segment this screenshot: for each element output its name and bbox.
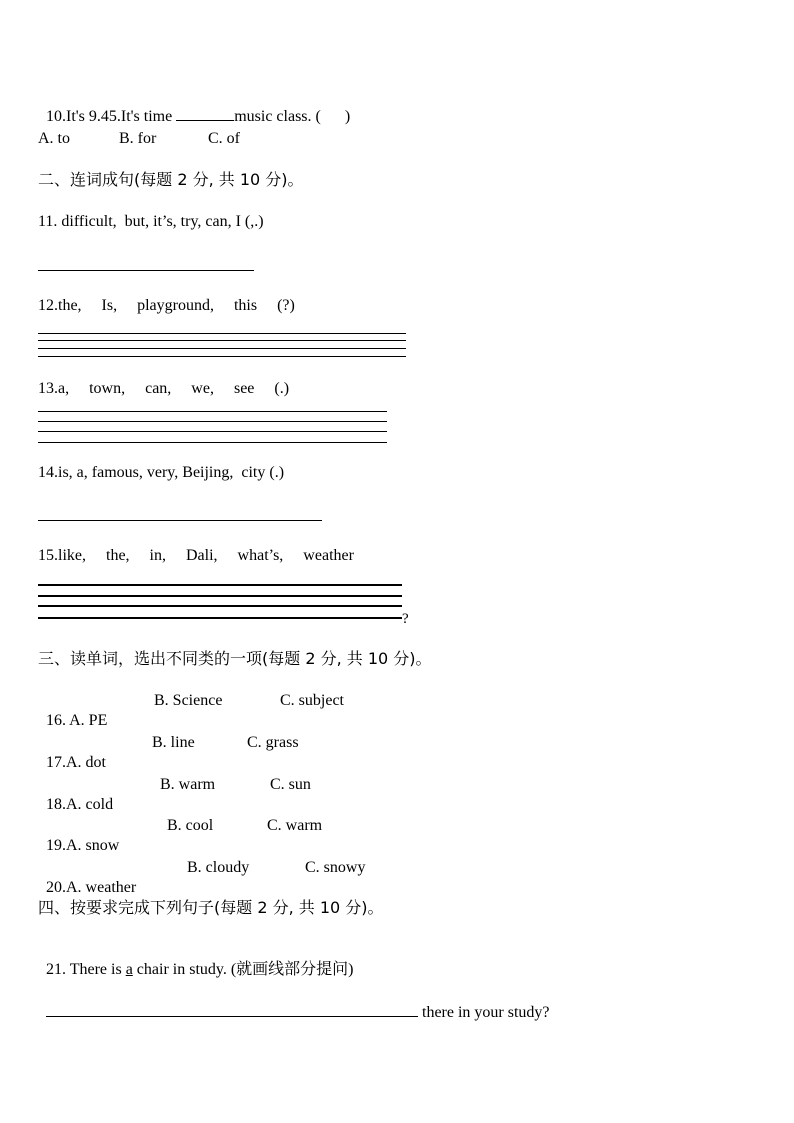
q10-stem-after: music class. ( ) — [234, 108, 351, 125]
q10-answer-blank[interactable] — [176, 120, 234, 121]
q20-option-b[interactable]: B. cloudy — [187, 859, 250, 876]
question-13: 13.a, town, can, we, see (.) — [38, 380, 290, 397]
q21-text-after: chair in study. (就画线部分提问) — [132, 961, 354, 978]
question-10 — [38, 87, 350, 127]
question-14: 14.is, a, famous, very, Beijing, city (.) — [38, 464, 285, 481]
q14-answer-line[interactable] — [38, 520, 322, 521]
q15-answer-line-1[interactable] — [38, 584, 402, 586]
q19-option-a[interactable]: A. snow — [66, 837, 120, 854]
q13-answer-line-1[interactable] — [38, 411, 387, 412]
q16-option-b[interactable]: B. Science — [154, 692, 223, 709]
question-15: 15.like, the, in, Dali, what’s, weather — [38, 547, 354, 564]
question-18 — [38, 775, 113, 815]
question-12: 12.the, Is, playground, this (?) — [38, 297, 295, 314]
q13-answer-line-3[interactable] — [38, 431, 387, 432]
q20-option-a[interactable]: A. weather — [66, 879, 137, 896]
q21-underlined-word: a — [125, 961, 133, 978]
q10-option-c[interactable]: C. of — [208, 130, 240, 147]
q17-option-a[interactable]: A. dot — [66, 754, 106, 771]
q21-text-before: 21. There is — [46, 961, 126, 978]
q21-answer-row — [38, 983, 550, 1023]
question-21 — [38, 940, 354, 980]
question-19 — [38, 816, 119, 856]
q12-answer-line-1[interactable] — [38, 333, 406, 334]
question-11: 11. difficult, but, it’s, try, can, I (,.) — [38, 213, 264, 230]
q13-answer-line-4[interactable] — [38, 442, 387, 443]
q11-answer-line[interactable] — [38, 270, 254, 271]
q12-answer-line-3[interactable] — [38, 348, 406, 349]
q18-option-a[interactable]: A. cold — [66, 796, 114, 813]
q10-option-b[interactable]: B. for — [119, 130, 157, 147]
question-20 — [38, 858, 136, 898]
section-2-heading: 二、连词成句(每题 2 分, 共 10 分)。 — [38, 170, 304, 189]
q16-option-c[interactable]: C. subject — [280, 692, 344, 709]
q19-number: 19. — [46, 837, 66, 854]
q15-answer-line-3[interactable] — [38, 605, 402, 607]
q16-number: 16. — [46, 712, 70, 729]
q12-answer-line-2[interactable] — [38, 340, 406, 341]
q19-option-c[interactable]: C. warm — [267, 817, 323, 834]
q20-option-c[interactable]: C. snowy — [305, 859, 366, 876]
question-17 — [38, 733, 106, 773]
q18-number: 18. — [46, 796, 66, 813]
q10-stem-before: 10.It's 9.45.It's time — [46, 108, 177, 125]
q18-option-b[interactable]: B. warm — [160, 776, 216, 793]
q21-answer-blank[interactable] — [46, 1016, 418, 1017]
q15-answer-line-4[interactable] — [38, 617, 402, 619]
q21-answer-tail: there in your study? — [418, 1004, 550, 1021]
q12-answer-line-4[interactable] — [38, 356, 406, 357]
q16-option-a[interactable]: A. PE — [69, 712, 108, 729]
q17-number: 17. — [46, 754, 66, 771]
q10-option-a[interactable]: A. to — [38, 130, 70, 147]
q15-answer-line-2[interactable] — [38, 595, 402, 597]
q20-number: 20. — [46, 879, 66, 896]
section-4-heading: 四、按要求完成下列句子(每题 2 分, 共 10 分)。 — [38, 898, 384, 917]
q17-option-c[interactable]: C. grass — [247, 734, 299, 751]
q15-end-question-mark: ? — [402, 611, 409, 627]
q13-answer-line-2[interactable] — [38, 421, 387, 422]
q18-option-c[interactable]: C. sun — [270, 776, 311, 793]
q17-option-b[interactable]: B. line — [152, 734, 195, 751]
question-16 — [38, 691, 107, 731]
q19-option-b[interactable]: B. cool — [167, 817, 214, 834]
section-3-heading: 三、读单词，选出不同类的一项(每题 2 分, 共 10 分)。 — [38, 649, 432, 668]
